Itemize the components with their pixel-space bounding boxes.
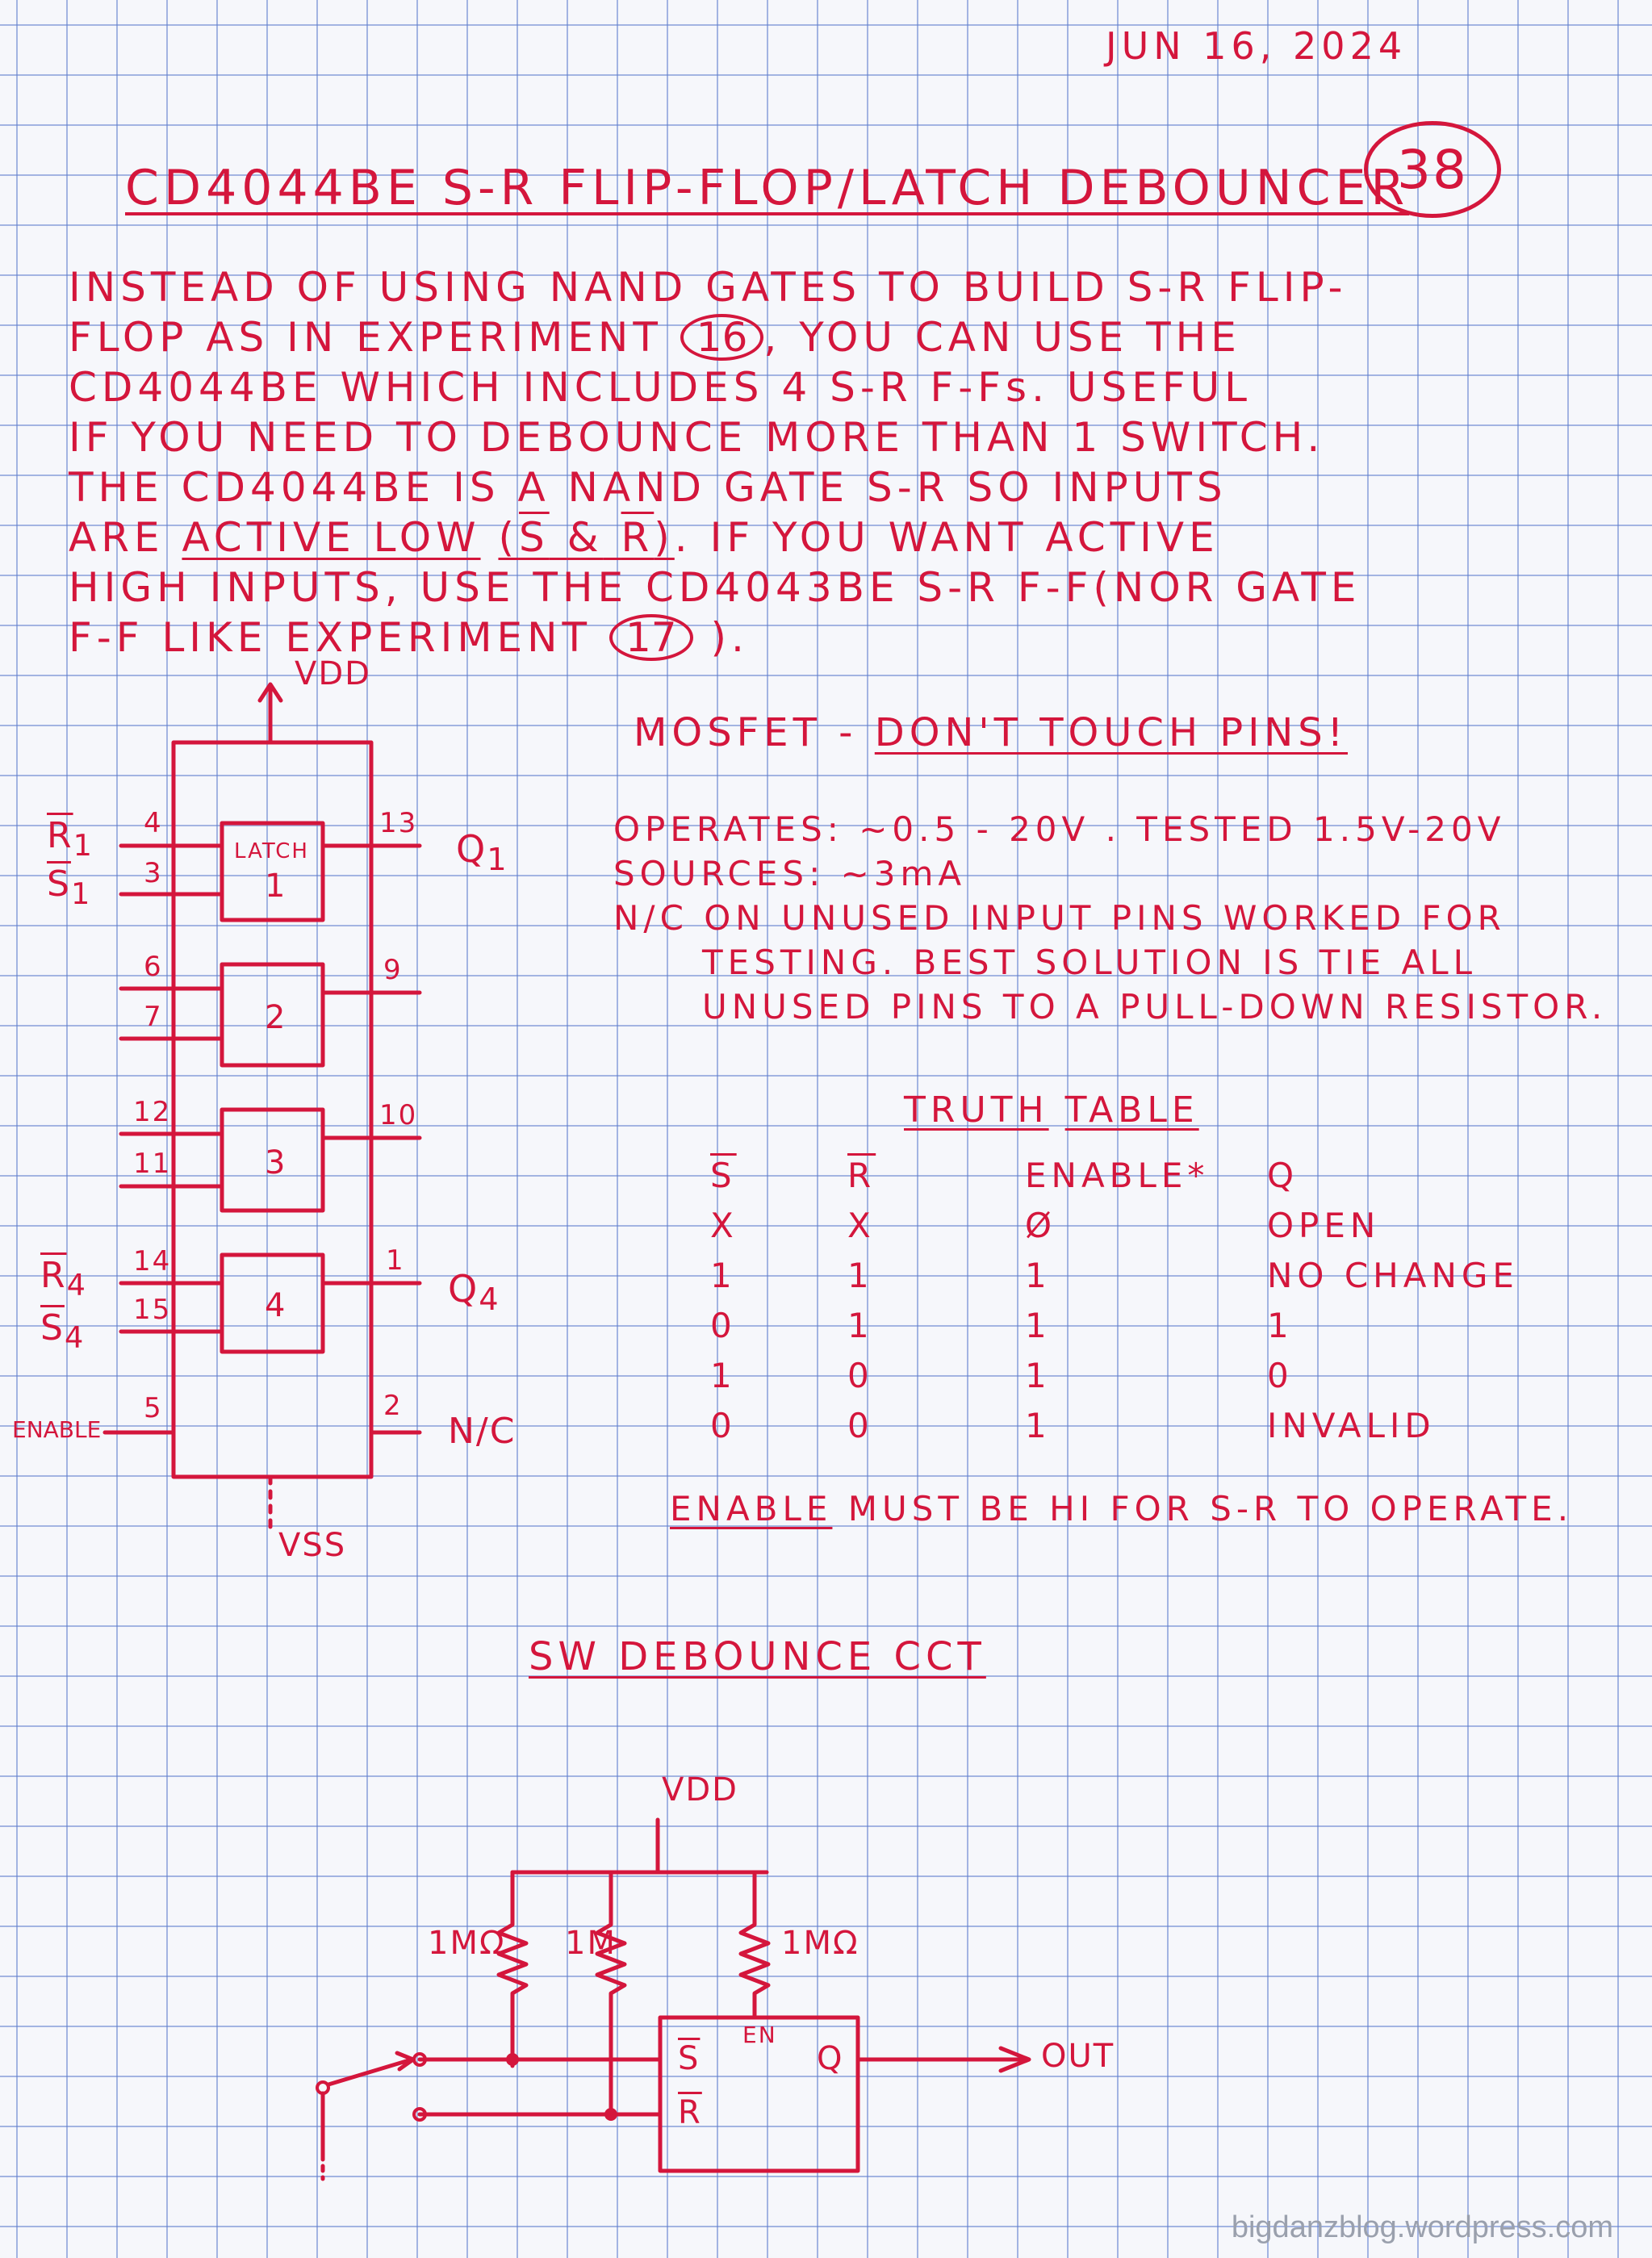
spec-sources: SOURCES: ~3mA [613, 854, 967, 893]
truth-table-header [710, 1150, 1519, 1200]
pinout-vss-label: VSS [278, 1527, 347, 1564]
tt-cell: 0 [847, 1405, 874, 1445]
table-row [710, 1200, 1519, 1250]
latch-r-label [678, 2094, 702, 2131]
pin-number-10: 10 [379, 1099, 418, 1131]
switch-arm [328, 2053, 413, 2084]
pin-number-11: 11 [133, 1148, 172, 1180]
junction-dot-mid [604, 2108, 617, 2121]
pin-number-2: 2 [383, 1390, 403, 1422]
latch-label: LATCH [234, 839, 309, 863]
tt-header-enable: ENABLE* [1025, 1155, 1210, 1195]
q4-label [448, 1267, 500, 1318]
page-date: JUN 16, 2024 [1106, 24, 1407, 68]
tt-cell: 1 [710, 1255, 737, 1295]
r1-subscript: 1 [73, 827, 94, 863]
latch-number-1: 1 [265, 868, 287, 905]
q1-label [456, 827, 508, 878]
pin-number-5: 5 [144, 1392, 163, 1424]
r1-label [47, 815, 94, 863]
s4-letter: $\overline{S}$ [40, 1307, 65, 1349]
out-arrow [858, 2048, 1029, 2071]
q4-subscript: 4 [479, 1282, 500, 1319]
tt-cell: OPEN [1267, 1205, 1381, 1245]
resistor-right [741, 1872, 768, 2018]
enable-note-keyword: ENABLE [670, 1489, 833, 1528]
tt-cell: 0 [1267, 1355, 1294, 1395]
table-row [710, 1350, 1519, 1400]
tt-cell: X [847, 1205, 876, 1245]
tt-cell: 1 [847, 1255, 874, 1295]
nc-label: N/C [448, 1411, 517, 1452]
intro-line-1: INSTEAD OF USING NAND GATES TO BUILD S-R FLIP- [69, 264, 1348, 311]
vdd-arrow [260, 684, 281, 742]
s4-label [40, 1307, 85, 1355]
s1-letter: $\overline{S}$ [47, 863, 71, 905]
s1-label [47, 863, 91, 911]
latch-number-4: 4 [265, 1287, 287, 1324]
pin-number-7: 7 [144, 1001, 163, 1033]
latch-s-letter: $\overline{S}$ [678, 2040, 701, 2077]
intro-line-6-post: . IF YOU WANT ACTIVE [674, 514, 1219, 561]
intro-line-8-pre: F-F LIKE EXPERIMENT [69, 614, 592, 661]
pin-number-3: 3 [144, 857, 163, 889]
latch-q-label: Q [817, 2040, 844, 2077]
latch-number-2: 2 [265, 999, 287, 1036]
enable-note [670, 1489, 1573, 1528]
s4-subscript: 4 [64, 1319, 86, 1355]
r4-label [40, 1255, 87, 1303]
junction-dot-left [506, 2053, 519, 2066]
s-bar-text: S [518, 514, 550, 561]
intro-line-5: THE CD4044BE IS A NAND GATE S-R SO INPUTS [69, 464, 1227, 511]
tt-cell: 0 [847, 1355, 874, 1395]
q1-letter: Q [456, 827, 487, 871]
intro-line-8-post: ). [710, 614, 749, 661]
out-label: OUT [1041, 2038, 1115, 2075]
debounce-vdd-label: VDD [662, 1771, 738, 1808]
q4-letter: Q [448, 1267, 479, 1311]
resistor-right-label: 1MΩ [781, 1925, 859, 1962]
experiment-ref-17: 17 [609, 614, 693, 661]
specs-block [613, 807, 1607, 1029]
intro-line-4: IF YOU NEED TO DEBOUNCE MORE THAN 1 SWITCH. [69, 414, 1325, 461]
r4-letter: $\overline{R}$ [40, 1255, 67, 1296]
latch-r-letter: $\overline{R}$ [678, 2094, 702, 2131]
table-row [710, 1400, 1519, 1450]
page-title: CD4044BE S-R FLIP-FLOP/LATCH DEBOUNCER [125, 160, 1410, 216]
pinout-diagram [0, 0, 613, 1606]
tt-cell: INVALID [1267, 1405, 1436, 1445]
tt-cell: X [710, 1205, 738, 1245]
experiment-ref-16: 16 [680, 314, 764, 361]
r1-letter: $\overline{R}$ [47, 815, 73, 856]
tt-header-r: $\overline{R}$ [847, 1155, 876, 1195]
intro-line-2-post: , YOU CAN USE THE [763, 314, 1241, 361]
latch-en-label: EN [742, 2022, 777, 2048]
latch-number-3: 3 [265, 1144, 287, 1181]
truth-table-title-b: TABLE [1064, 1089, 1199, 1131]
enable-note-text: MUST BE HI FOR S-R TO OPERATE. [847, 1489, 1574, 1528]
q1-subscript: 1 [487, 842, 508, 879]
pin-number-9: 9 [383, 954, 403, 986]
pin-number-13: 13 [379, 807, 418, 839]
pin-number-4: 4 [144, 807, 163, 839]
r4-subscript: 4 [66, 1267, 87, 1303]
tt-header-q: Q [1267, 1155, 1299, 1195]
pin-number-14: 14 [133, 1245, 172, 1277]
pin-number-12: 12 [133, 1096, 172, 1128]
s1-subscript: 1 [70, 876, 92, 911]
tt-cell: 1 [1025, 1405, 1052, 1445]
mosfet-warning: DON'T TOUCH PINS! [874, 710, 1349, 755]
r-bar-text: R [621, 514, 655, 561]
spec-nc-line-2: TESTING. BEST SOLUTION IS TIE ALL [702, 943, 1478, 982]
table-row [710, 1250, 1519, 1300]
tt-header-s: $\overline{S}$ [710, 1155, 737, 1195]
mosfet-prefix: MOSFET - [634, 710, 858, 755]
tt-cell: 0 [710, 1405, 737, 1445]
tt-cell: 1 [1267, 1305, 1294, 1345]
resistor-left [499, 1872, 526, 2059]
paren-close: ) [654, 514, 675, 561]
spec-nc-line-3: UNUSED PINS TO A PULL-DOWN RESISTOR. [702, 987, 1608, 1027]
watermark: bigdanzblog.wordpress.com [1231, 2210, 1613, 2244]
intro-line-2-pre: FLOP AS IN EXPERIMENT [69, 314, 663, 361]
mosfet-note [634, 710, 1348, 755]
truth-table-title [904, 1089, 1199, 1131]
truth-table [710, 1150, 1519, 1450]
resistor-mid [597, 1872, 625, 2114]
pin-number-6: 6 [144, 951, 163, 983]
left-pin-leads [105, 846, 222, 1432]
tt-cell: NO CHANGE [1267, 1255, 1519, 1295]
spec-nc-line-1: N/C ON UNUSED INPUT PINS WORKED FOR [613, 898, 1506, 938]
debounce-title: SW DEBOUNCE CCT [529, 1634, 986, 1679]
ampersand: & [567, 514, 604, 561]
intro-line-6-pre: ARE [69, 514, 165, 561]
tt-cell: 0 [710, 1305, 737, 1345]
pin-number-15: 15 [133, 1294, 172, 1326]
active-low-text: ACTIVE LOW [182, 514, 481, 561]
tt-cell: 1 [1025, 1355, 1052, 1395]
enable-pin-label: ENABLE [12, 1416, 102, 1443]
table-row [710, 1300, 1519, 1350]
tt-cell: 1 [1025, 1255, 1052, 1295]
paren-open: ( [498, 514, 519, 561]
tt-cell: 1 [847, 1305, 874, 1345]
resistor-left-label: 1MΩ [428, 1925, 506, 1962]
pin-number-1: 1 [386, 1244, 405, 1277]
tt-cell: 1 [1025, 1305, 1052, 1345]
tt-cell: Ø [1025, 1205, 1057, 1245]
pinout-vdd-label: VDD [295, 655, 371, 692]
tt-cell: 1 [710, 1355, 737, 1395]
latch-s-label [678, 2040, 700, 2077]
truth-table-title-a: TRUTH [904, 1089, 1049, 1131]
intro-line-7: HIGH INPUTS, USE THE CD4043BE S-R F-F(NOR GATE [69, 564, 1361, 611]
intro-line-3: CD4044BE WHICH INCLUDES 4 S-R F-Fs. USEFUL [69, 364, 1253, 411]
resistor-mid-label: 1M [565, 1925, 617, 1962]
page-number-text: 38 [1397, 138, 1468, 201]
spec-operates: OPERATES: ~0.5 - 20V . TESTED 1.5V-20V [613, 809, 1506, 849]
